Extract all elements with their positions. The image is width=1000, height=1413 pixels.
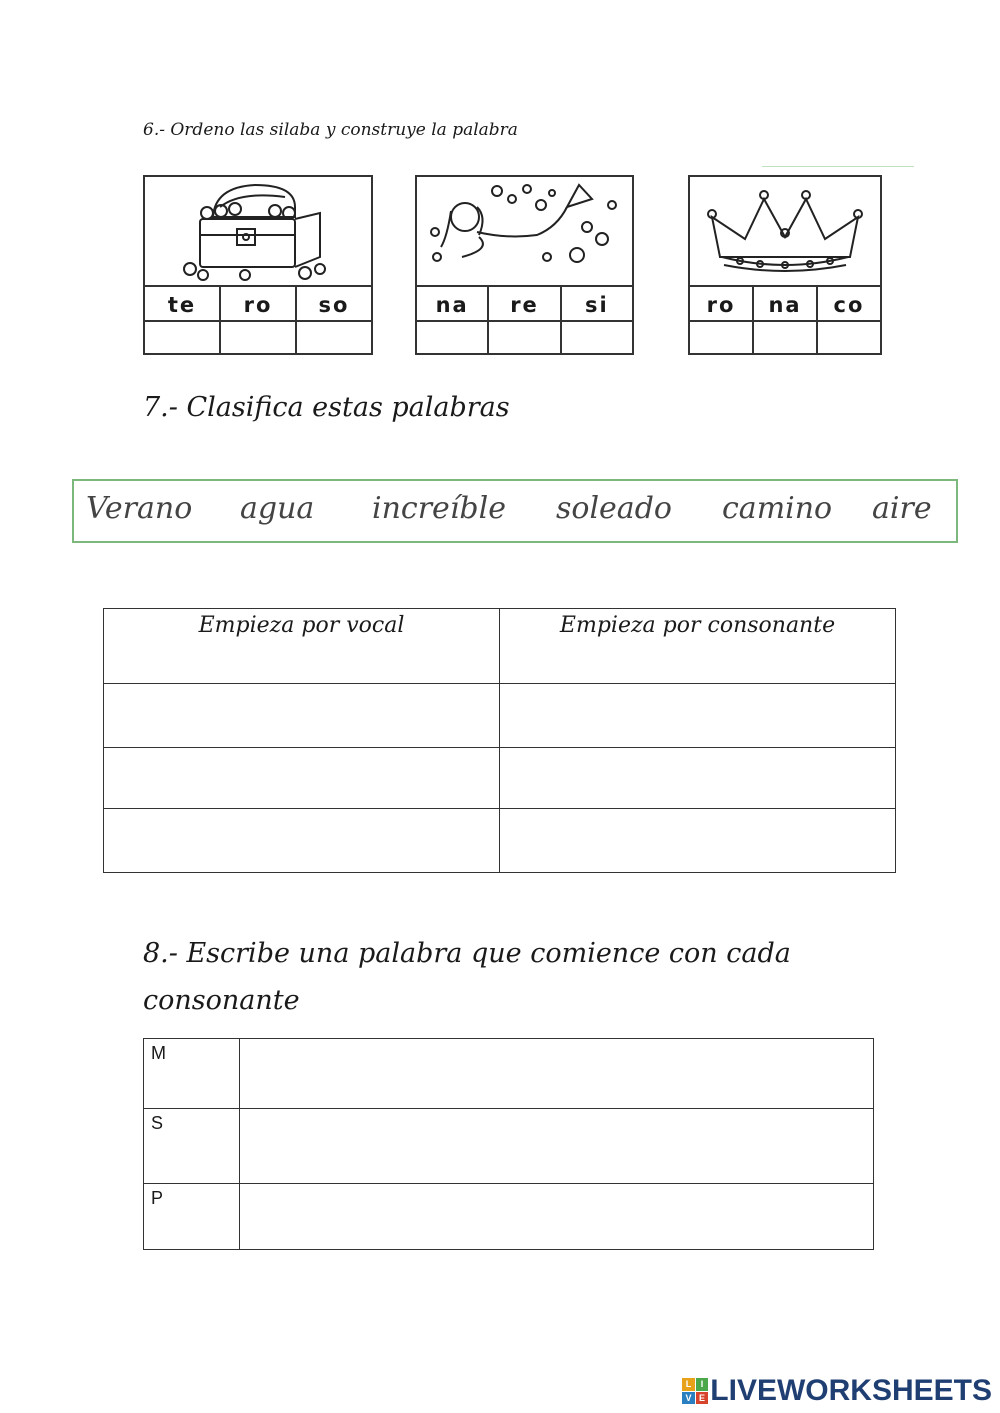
answer-cell[interactable] xyxy=(104,809,500,873)
word-bank-item: soleado xyxy=(556,491,672,526)
answer-cell[interactable] xyxy=(500,809,896,873)
brand-name: LIVEWORKSHEETS xyxy=(710,1374,992,1407)
crown-icon xyxy=(690,177,880,285)
answer-cell[interactable] xyxy=(818,322,880,353)
liveworksheets-logo xyxy=(682,1374,992,1408)
answer-cell[interactable] xyxy=(104,748,500,809)
syllable-cell: na xyxy=(754,287,818,322)
answer-cell[interactable] xyxy=(297,322,371,353)
brand-logo-icon: L I V E xyxy=(682,1378,708,1404)
consonant-label: P xyxy=(144,1184,240,1250)
mermaid-icon xyxy=(417,177,632,285)
consonant-label: M xyxy=(144,1039,240,1109)
word-bank xyxy=(72,479,958,543)
answer-cell[interactable] xyxy=(104,684,500,748)
word-bank-item: agua xyxy=(240,491,315,526)
word-bank-item: aire xyxy=(872,491,932,526)
syllable-cell: ro xyxy=(221,287,297,322)
q8-title: 8.- Escribe una palabra que comience con cada consonante xyxy=(143,938,791,1016)
q7-title: 7.- Clasifica estas palabras xyxy=(143,392,510,423)
syllable-card-1 xyxy=(143,175,373,355)
syllable-cell: na xyxy=(417,287,489,322)
syllable-card-3 xyxy=(688,175,882,355)
answer-cell[interactable] xyxy=(690,322,754,353)
answer-cell[interactable] xyxy=(417,322,489,353)
answer-cell[interactable] xyxy=(500,684,896,748)
word-bank-item: Verano xyxy=(86,491,193,526)
answer-cell[interactable] xyxy=(221,322,297,353)
treasure-chest-icon xyxy=(145,177,371,285)
syllable-cell: co xyxy=(833,292,865,317)
answer-cell[interactable] xyxy=(562,322,632,353)
syllable-cell: si xyxy=(584,292,609,317)
answer-cell[interactable] xyxy=(240,1039,874,1109)
syllable-cell: te xyxy=(145,287,221,322)
syllable-cell: ro xyxy=(690,287,754,322)
answer-cell[interactable] xyxy=(754,322,818,353)
column-header-vowel: Empieza por vocal xyxy=(104,609,500,684)
consonant-table xyxy=(143,1038,874,1250)
word-bank-item: camino xyxy=(722,491,833,526)
syllable-card-2 xyxy=(415,175,634,355)
consonant-label: S xyxy=(144,1109,240,1184)
decorative-line xyxy=(762,166,914,167)
answer-cell[interactable] xyxy=(240,1109,874,1184)
answer-cell[interactable] xyxy=(240,1184,874,1250)
syllable-cell: re xyxy=(489,287,561,322)
syllable-cell: so xyxy=(318,292,350,317)
answer-cell[interactable] xyxy=(145,322,221,353)
word-bank-item: increíble xyxy=(372,491,506,526)
classify-table xyxy=(103,608,896,873)
q6-title: 6.- Ordeno las silaba y construye la palabra xyxy=(143,120,518,140)
column-header-consonant: Empieza por consonante xyxy=(500,609,896,684)
answer-cell[interactable] xyxy=(500,748,896,809)
answer-cell[interactable] xyxy=(489,322,561,353)
